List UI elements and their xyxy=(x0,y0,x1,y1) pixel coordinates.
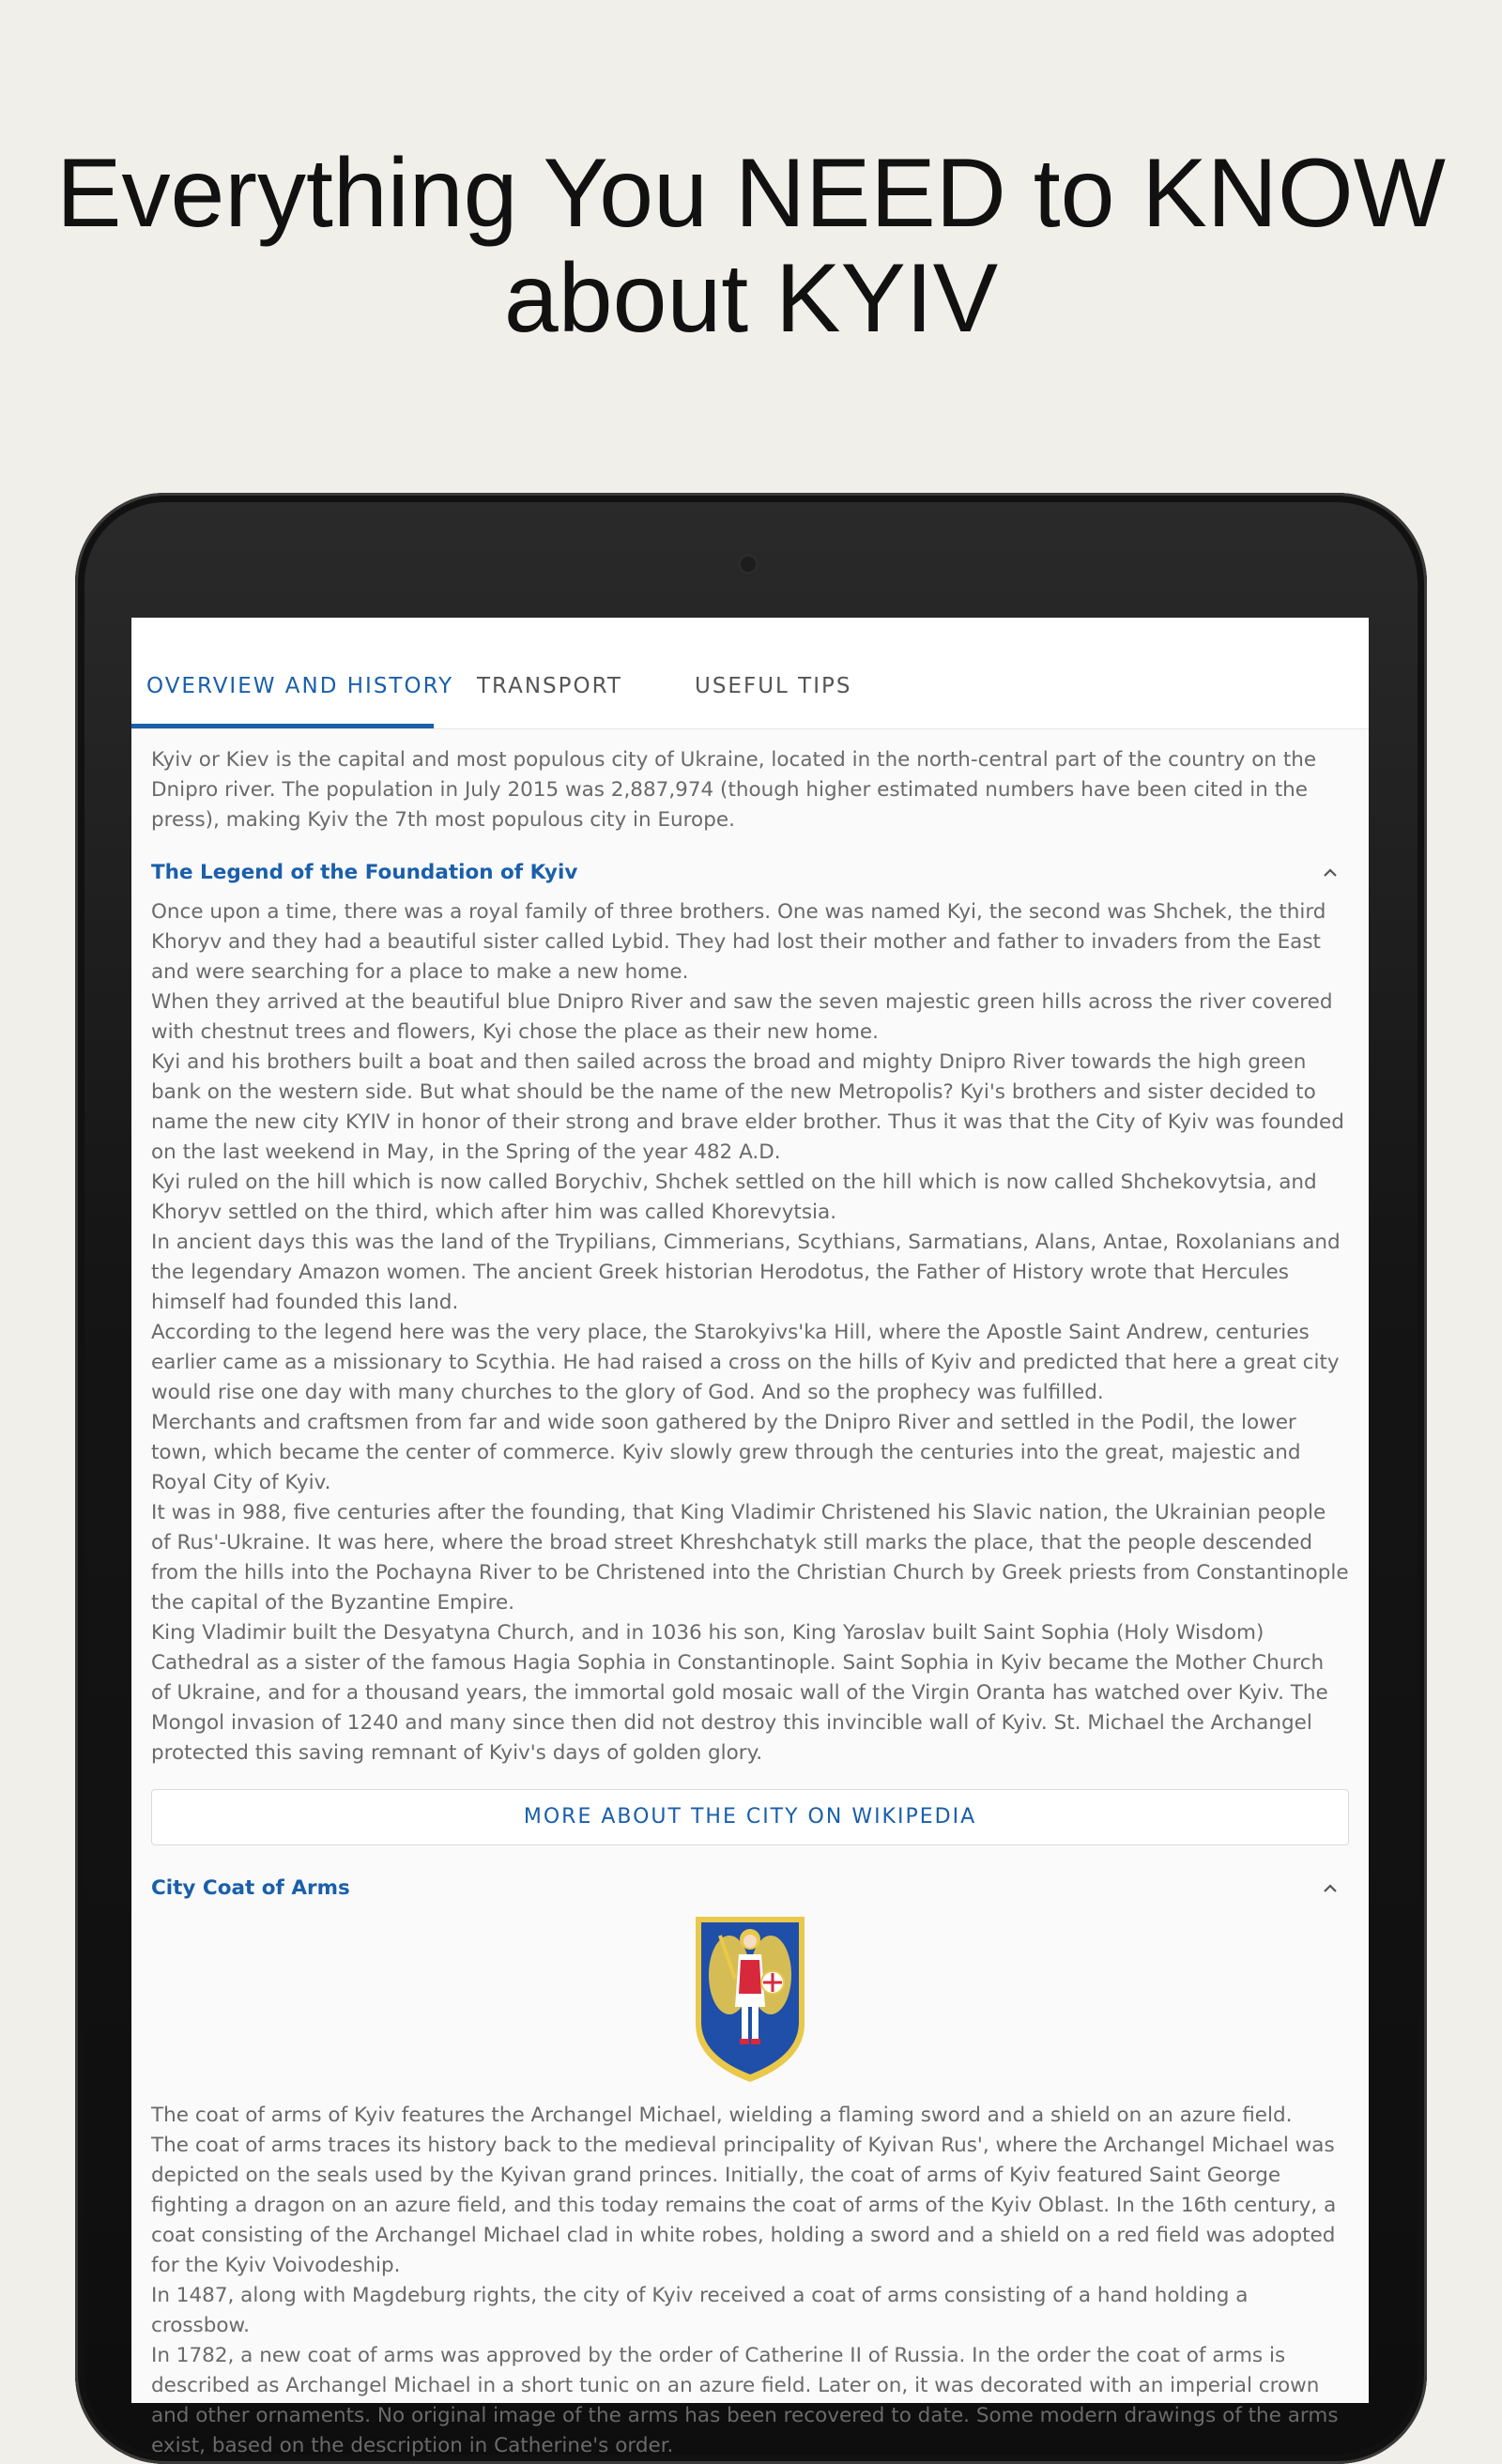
tab-overview-and-history[interactable]: OVERVIEW AND HISTORY xyxy=(146,674,454,698)
legend-paragraph: It was in 988, five centuries after the founding, that King Vladimir Christened his Slavic nation, the Ukrainian people of Rus'-Ukraine. It was here, where the broad street Khreshchatyk still marks the place, that the people descended from the hills into the Pochayna River to be Christened into the Christian Church by Greek priests from Constantinople the capital of the Byzantine Empire. xyxy=(151,1501,1349,1615)
content-scroll[interactable] xyxy=(151,745,1349,2461)
coat-section-header[interactable] xyxy=(151,1870,1349,1907)
coat-paragraph: The coat of arms traces its history back to the medieval principality of Kyivan Rus', where the Archangel Michael was depicted on the seals used by the Kyivan grand princes. Initially, the coat of arms of Kyiv featured Saint George fighting a dragon on an azure field, and this today remains the coat of arms of the Kyiv Oblast. In the 16th century, a coat consisting of the Archangel Michael clad in white robes, holding a sword and a shield on a red field was adopted for the Kyiv Voivodeship. xyxy=(151,2134,1337,2277)
camera-icon xyxy=(737,553,759,575)
legend-paragraph: Merchants and craftsmen from far and wide soon gathered by the Dnipro River and settled in the Podil, the lower town, which became the center of commerce. Kyiv slowly grew through the centuries into the great, majestic and Royal City of Kyiv. xyxy=(151,1411,1301,1494)
headline-line-2: about KYIV xyxy=(503,244,999,353)
tab-bar xyxy=(131,618,1369,729)
legend-paragraph: King Vladimir built the Desyatyna Church, and in 1036 his son, King Yaroslav built Saint Sophia (Holy Wisdom) Cathedral as a sister of the famous Hagia Sophia in Constantinople. Saint Sophia in Kyiv became the Mother Church of Ukraine, and for a thousand years, the immortal gold mosaic wall of the Virgin Oranta has watched over Kyiv. The Mongol invasion of 1240 and many since then did not destroy this invincible wall of Kyiv. St. Michael the Archangel protected this saving remnant of Kyiv's days of golden glory. xyxy=(151,1621,1328,1765)
headline xyxy=(0,141,1502,351)
legend-paragraph: According to the legend here was the very place, the Starokyivs'ka Hill, where the Apostle Saint Andrew, centuries earlier came as a missionary to Scythia. He had raised a cross on the hills of Kyiv and predicted that here a great city would rise one day with many churches to the glory of God. And so the prophecy was fulfilled. xyxy=(151,1321,1340,1404)
legend-title: The Legend of the Foundation of Kyiv xyxy=(151,861,578,884)
coat-of-arms-image xyxy=(151,1913,1349,2101)
active-tab-indicator xyxy=(131,724,434,728)
legend-paragraph: Kyi ruled on the hill which is now called Borychiv, Shchek settled on the hill which is now called Shchekovytsia, and Khoryv settled on the third, which after him was called Khorevytsia. xyxy=(151,1171,1317,1224)
chevron-up-icon[interactable] xyxy=(1321,1879,1340,1898)
legend-body xyxy=(151,897,1349,1768)
chevron-up-icon[interactable] xyxy=(1321,864,1340,882)
tab-useful-tips[interactable]: USEFUL TIPS xyxy=(695,674,852,698)
tab-transport[interactable]: TRANSPORT xyxy=(477,674,622,698)
legend-paragraph: In ancient days this was the land of the Trypilians, Cimmerians, Scythians, Sarmatians, Alans, Antae, Roxolanians and the legendary Amazon women. The ancient Greek historian Herodotus, the Father of History wrote that Hercules himself had founded this land. xyxy=(151,1231,1341,1314)
coat-body xyxy=(151,2101,1349,2461)
legend-paragraph: When they arrived at the beautiful blue Dnipro River and saw the seven majestic green hills across the river covered with chestnut trees and flowers, Kyi chose the place as their new home. xyxy=(151,990,1333,1044)
headline-line-1: Everything You NEED to KNOW xyxy=(56,139,1446,248)
coat-title: City Coat of Arms xyxy=(151,1876,350,1900)
intro-text: Kyiv or Kiev is the capital and most populous city of Ukraine, located in the north-central part of the country on the Dnipro river. The population in July 2015 was 2,887,974 (though higher estimated numbers have been cited in the press), making Kyiv the 7th most populous city in Europe. xyxy=(151,748,1317,832)
coat-of-arms-icon xyxy=(692,1913,808,2086)
wikipedia-button[interactable]: MORE ABOUT THE CITY ON WIKIPEDIA xyxy=(151,1789,1349,1845)
coat-paragraph: The coat of arms of Kyiv features the Archangel Michael, wielding a flaming sword and a shield on an azure field. xyxy=(151,2104,1293,2127)
legend-paragraph: Once upon a time, there was a royal family of three brothers. One was named Kyi, the second was Shchek, the third Khoryv and they had a beautiful sister called Lybid. They had lost their mother and father to invaders from the East and were searching for a place to make a new home. xyxy=(151,900,1326,984)
legend-paragraph: Kyi and his brothers built a boat and then sailed across the broad and mighty Dnipro River towards the high green bank on the western side. But what should be the name of the new Metropolis? Kyi's brothers and sister decided to name the new city KYIV in honor of their strong and brave elder brother. Thus it was that the City of Kyiv was founded on the last weekend in May, in the Spring of the year 482 A.D. xyxy=(151,1050,1344,1164)
legend-section-header[interactable] xyxy=(151,854,1349,892)
coat-paragraph: In 1487, along with Magdeburg rights, the city of Kyiv received a coat of arms consisting of a hand holding a crossbow. xyxy=(151,2284,1249,2337)
coat-paragraph: In 1782, a new coat of arms was approved by the order of Catherine II of Russia. In the order the coat of arms is described as Archangel Michael in a short tunic on an azure field. Later on, it was decorated with an imperial crown and other ornaments. No original image of the arms has been recovered to date. Some modern drawings of the arms exist, based on the description in Catherine's order. xyxy=(151,2344,1339,2457)
app-screen xyxy=(131,618,1369,2457)
